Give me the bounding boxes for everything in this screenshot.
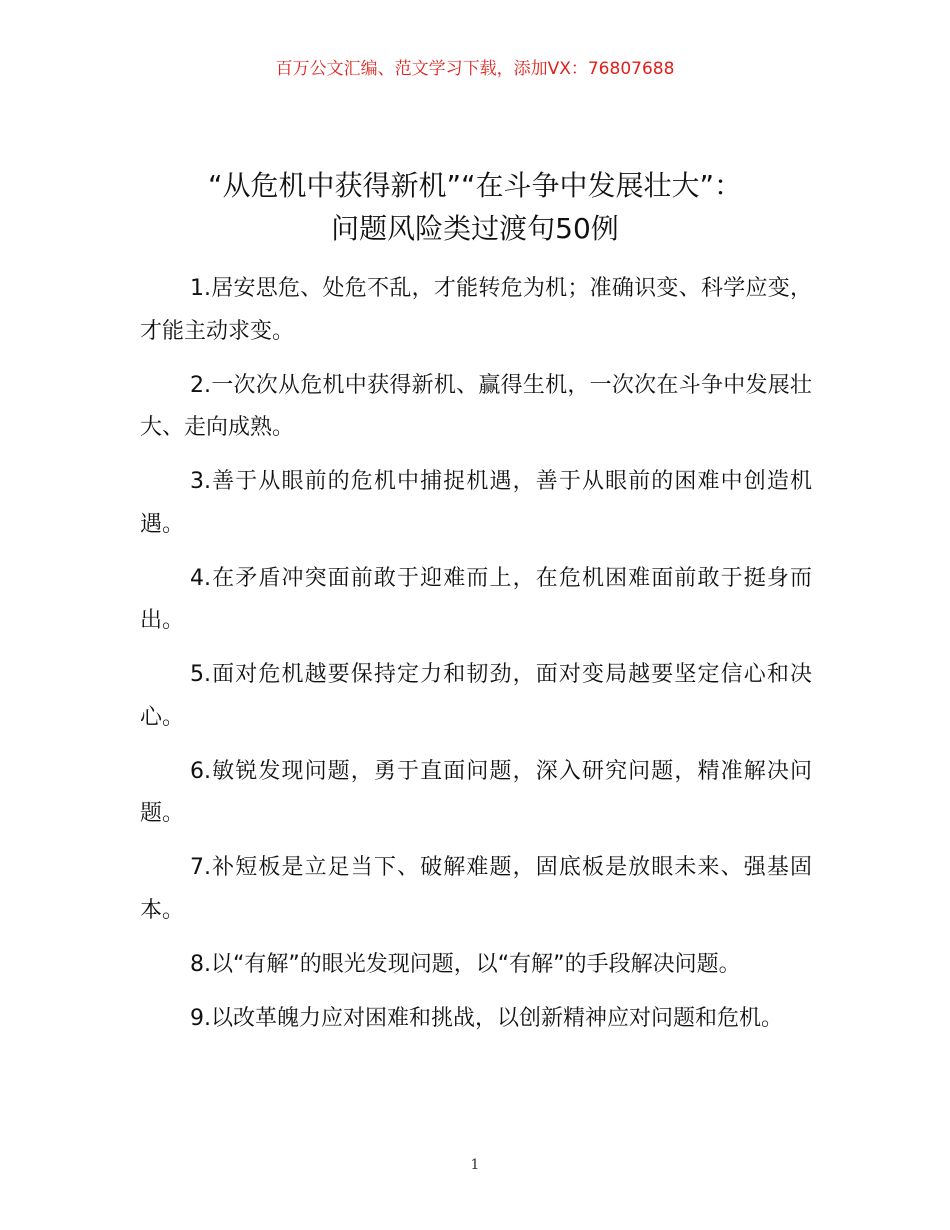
page-number: 1	[470, 1157, 480, 1173]
paragraph-2: 2.一次次从危机中获得新机、赢得生机，一次次在斗争中发展壮大、走向成熟。	[140, 372, 812, 440]
paragraph-1: 1.居安思危、处危不乱，才能转危为机；准确识变、科学应变，才能主动求变。	[140, 276, 812, 344]
document-title-line-2: 问题风险类过渡句50例	[331, 212, 619, 245]
document-title-line-1: “从危机中获得新机”“在斗争中发展壮大”：	[207, 169, 743, 202]
paragraph-4: 4.在矛盾冲突面前敢于迎难而上，在危机困难面前敢于挺身而出。	[140, 565, 812, 633]
paragraph-6: 6.敏锐发现问题，勇于直面问题，深入研究问题，精准解决问题。	[140, 758, 812, 826]
paragraph-7: 7.补短板是立足当下、破解难题，固底板是放眼未来、强基固本。	[140, 855, 812, 923]
paragraph-8: 8.以“有解”的眼光发现问题，以“有解”的手段解决问题。	[190, 951, 741, 977]
document-title	[120, 164, 830, 250]
document-body	[140, 268, 812, 1052]
paragraph-9: 9.以改革魄力应对困难和挑战，以创新精神应对问题和危机。	[190, 1005, 783, 1031]
paragraph-5: 5.面对危机越要保持定力和韧劲，面对变局越要坚定信心和决心。	[140, 662, 812, 730]
paragraph-3: 3.善于从眼前的危机中捕捉机遇，善于从眼前的困难中创造机遇。	[140, 469, 812, 537]
page-header-promo: 百万公文汇编、范文学习下载，添加VX：76807688	[275, 59, 675, 79]
